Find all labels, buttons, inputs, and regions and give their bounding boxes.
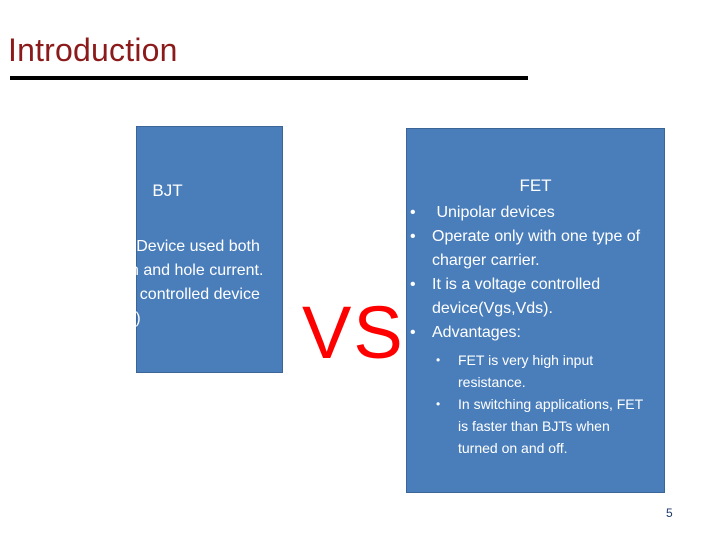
list-item — [432, 349, 646, 393]
bjt-point-list — [56, 235, 284, 331]
list-item — [406, 273, 646, 321]
bullet-icon: • — [410, 324, 416, 341]
advantage-point: FET is very high input resistance. — [458, 352, 594, 390]
title-underline — [10, 76, 528, 80]
bullet-icon: • — [436, 397, 441, 411]
slide-title: Introduction — [8, 32, 178, 68]
advantage-point: In switching applications, FET is faster than BJTs when turned on and off. — [458, 396, 643, 456]
bullet-icon: • — [60, 238, 66, 255]
fet-point: Unipolar devices — [432, 204, 555, 221]
page-number: 5 — [666, 506, 673, 520]
fet-point-list — [406, 201, 646, 459]
fet-point: Operate only with one type of charger carrier. — [432, 228, 641, 269]
fet-point: Advantages: — [432, 324, 521, 341]
fet-point: It is a voltage controlled device(Vgs,Vds). — [432, 276, 601, 317]
bjt-heading: BJT — [152, 181, 183, 200]
vs-label: VS — [302, 291, 405, 374]
advantages-list — [432, 349, 646, 459]
bullet-icon: • — [410, 276, 416, 293]
bjt-point: Bipolar Device used both electron and hole current. — [82, 238, 264, 279]
list-item — [56, 235, 284, 283]
list-item — [406, 321, 646, 459]
list-item — [406, 201, 646, 225]
bjt-point: Current controlled device (Ic,Ib,Ie) — [82, 286, 260, 327]
fet-heading: FET — [519, 176, 552, 195]
bullet-icon: • — [410, 204, 416, 221]
list-item — [56, 283, 284, 331]
bullet-icon: • — [60, 286, 66, 303]
bullet-icon: • — [410, 228, 416, 245]
bullet-icon: • — [436, 353, 441, 367]
list-item — [432, 393, 646, 459]
list-item — [406, 225, 646, 273]
